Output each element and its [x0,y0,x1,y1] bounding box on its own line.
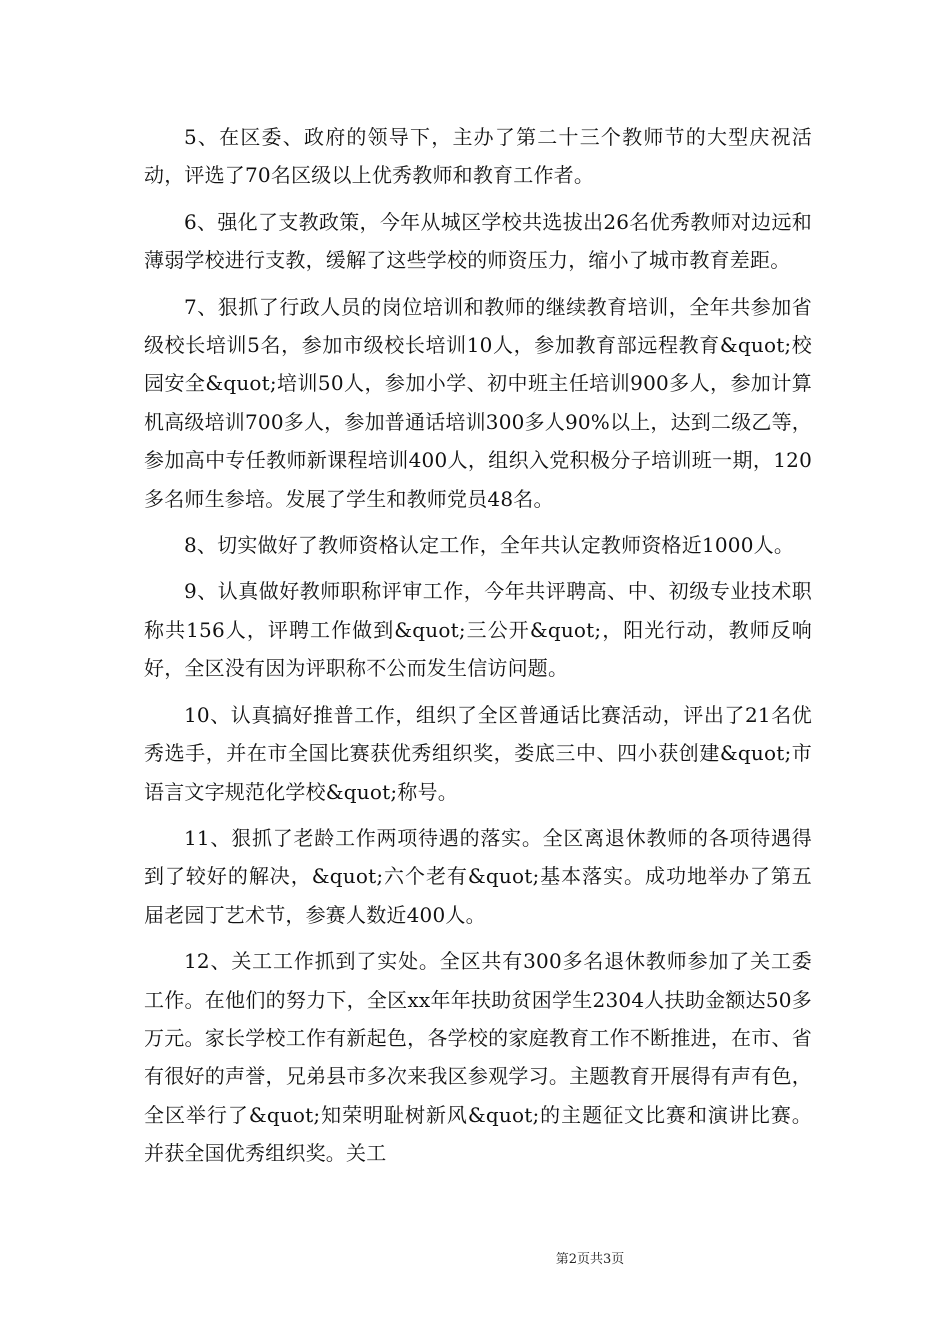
paragraph-item-9: 9、认真做好教师职称评审工作，今年共评聘高、中、初级专业技术职称共156人，评聘工作做到&quot;三公开&quot;，阳光行动，教师反响好，全区没有因为评职称不公而发生信访问题。 [144,579,812,681]
page-number: 第2页共3页 [555,1252,625,1267]
paragraph-item-5: 5、在区委、政府的领导下，主办了第二十三个教师节的大型庆祝活动，评选了70名区级以上优秀教师和教育工作者。 [144,125,812,188]
paragraph-item-11: 11、狠抓了老龄工作两项待遇的落实。全区离退休教师的各项待遇得到了较好的解决，&quot;六个老有&quot;基本落实。成功地举办了第五届老园丁艺术节，参赛人数近400人。 [144,825,812,927]
paragraph-item-10: 10、认真搞好推普工作，组织了全区普通话比赛活动，评出了21名优秀选手，并在市全国比赛获优秀组织奖，娄底三中、四小获创建&quot;市语言文字规范化学校&quot;称号。 [144,702,812,804]
page-footer [0,1248,950,1267]
paragraph-item-12: 12、关工工作抓到了实处。全区共有300多名退休教师参加了关工委工作。在他们的努力下，全区xx年年扶助贫困学生2304人扶助金额达50多万元。家长学校工作有新起色，各学校的家庭教育工作不断推进，在市、省有很好的声誉，兄弟县市多次来我区参观学习。主题教育开展得有声有色，全区举行了&quot;知荣明耻树新风&quot;的主题征文比赛和演讲比赛。并获全国优秀组织奖。关工 [144,949,812,1166]
document-body [144,118,812,1181]
paragraph-item-8: 8、切实做好了教师资格认定工作，全年共认定教师资格近1000人。 [184,533,795,558]
paragraph-item-6: 6、强化了支教政策，今年从城区学校共选拔出26名优秀教师对边远和薄弱学校进行支教，缓解了这些学校的师资压力，缩小了城市教育差距。 [144,209,812,273]
paragraph-item-7: 7、狠抓了行政人员的岗位培训和教师的继续教育培训，全年共参加省级校长培训5名，参加市级校长培训10人，参加教育部远程教育&quot;校园安全&quot;培训50人，参加小学、初中班主任培训900多人，参加计算机高级培训700多人，参加普通话培训300多人90%以上，达到二级乙等，参加高中专任教师新课程培训400人，组织入党积极分子培训班一期，120多名师生参培。发展了学生和教师党员48名。 [144,294,813,511]
